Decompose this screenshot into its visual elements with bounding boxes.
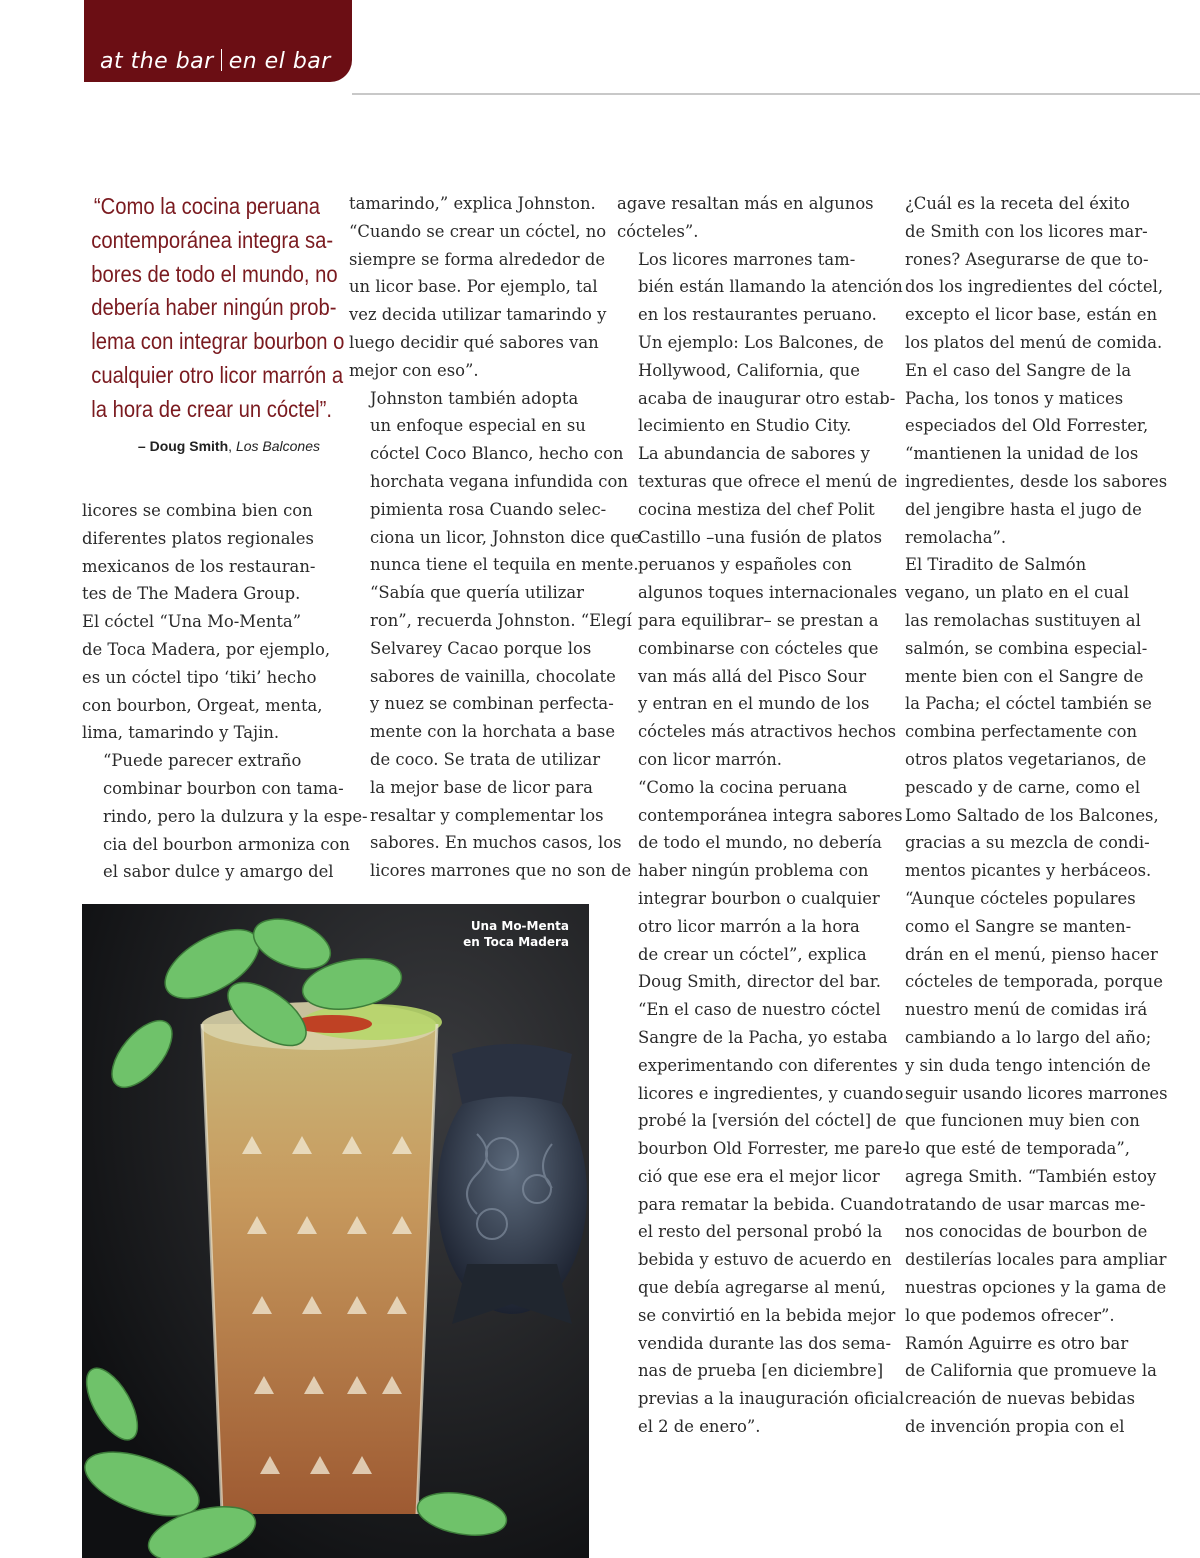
text-line: texturas que ofrece el menú de: [638, 471, 898, 491]
text-line: siempre se forma alrededor de: [349, 249, 606, 269]
text-line: tamarindo,” explica Johnston.: [349, 194, 596, 213]
article-paragraph: [617, 246, 908, 441]
text-line: las remolachas sustituyen al: [905, 610, 1141, 630]
photo-caption: [463, 918, 569, 950]
text-line: destilerías locales para ampliar: [905, 1250, 1167, 1270]
text-line: “Aunque cócteles populares: [905, 888, 1136, 908]
text-line: “Como la cocina peruana: [638, 777, 848, 797]
text-line: licores se combina bien con: [82, 501, 313, 520]
text-line: dos los ingredientes del cóctel,: [905, 277, 1164, 297]
text-line: de California que promueve la: [905, 1361, 1157, 1381]
article-paragraph: [82, 497, 368, 747]
text-line: rindo, pero la dulzura y la espe-: [103, 806, 368, 826]
pull-quote-attribution: – Doug Smith, Los Balcones: [137, 438, 320, 454]
text-line: cócteles de temporada, porque: [905, 972, 1163, 992]
text-line: vendida durante las dos sema-: [638, 1333, 892, 1353]
text-line: mejor con eso”.: [349, 360, 479, 380]
text-line: nos conocidas de bourbon de: [905, 1222, 1148, 1242]
text-line: nuestro menú de comidas irá: [905, 1000, 1148, 1020]
text-line: lima, tamarindo y Tajin.: [82, 723, 280, 743]
text-line: combina perfectamente con: [905, 722, 1138, 742]
text-line: cambiando a lo largo del año;: [905, 1027, 1152, 1047]
text-line: lo que podemos ofrecer”.: [905, 1305, 1115, 1325]
text-line: Ramón Aguirre es otro bar: [905, 1333, 1129, 1353]
text-line: “Sabía que quería utilizar: [370, 583, 584, 603]
text-line: para equilibrar– se prestan a: [638, 610, 879, 630]
text-line: es un cóctel tipo ‘tiki’ hecho: [82, 667, 317, 687]
text-line: cócteles más atractivos hechos: [638, 722, 897, 742]
text-line: gracias a su mezcla de condi-: [905, 833, 1150, 853]
text-line: para rematar la bebida. Cuando: [638, 1194, 904, 1214]
text-line: pescado y de carne, como el: [905, 777, 1141, 797]
glass-shape: [201, 1002, 442, 1514]
section-title-separator: [221, 49, 222, 71]
text-line: “En el caso de nuestro cóctel: [638, 1000, 881, 1020]
text-line: se convirtió en la bebida mejor: [638, 1305, 896, 1325]
text-line: los platos del menú de comida.: [905, 332, 1163, 352]
article-column-2: [349, 190, 641, 885]
text-line: “Puede parecer extraño: [103, 751, 302, 771]
text-line: de invención propia con el: [905, 1417, 1125, 1437]
text-line: previas a la inauguración oficial: [638, 1389, 905, 1409]
text-line: creación de nuevas bebidas: [905, 1389, 1136, 1409]
article-column-4: [884, 190, 1168, 1441]
text-line: Pacha, los tonos y matices: [905, 388, 1124, 408]
pull-quote-line: la hora de crear un cóctel”.: [91, 395, 332, 422]
section-title-en: at the bar: [100, 49, 214, 74]
text-line: el resto del personal probó la: [638, 1222, 883, 1242]
text-line: el sabor dulce y amargo del: [103, 862, 334, 882]
text-line: El cóctel “Una Mo-Menta”: [82, 612, 302, 632]
text-line: Doug Smith, director del bar.: [638, 972, 881, 992]
pull-quote: [91, 190, 345, 427]
text-line: lecimiento en Studio City.: [638, 416, 852, 436]
text-line: un licor base. Por ejemplo, tal: [349, 277, 598, 297]
text-line: bebida y estuvo de acuerdo en: [638, 1250, 892, 1270]
pull-quote-line: lema con integrar bourbon o: [91, 328, 345, 355]
text-line: de crear un cóctel”, explica: [638, 944, 867, 964]
text-line: ¿Cuál es la receta del éxito: [905, 194, 1130, 213]
text-line: y entran en el mundo de los: [638, 694, 870, 714]
text-line: Castillo –una fusión de platos: [638, 527, 883, 547]
text-line: resaltar y complementar los: [370, 805, 604, 825]
text-line: Sangre de la Pacha, yo estaba: [638, 1027, 888, 1047]
cocktail-photo: [82, 904, 589, 1558]
text-line: drán en el menú, pienso hacer: [905, 944, 1158, 964]
photo-caption-line2: en Toca Madera: [463, 935, 569, 949]
text-line: cia del bourbon armoniza con: [103, 834, 350, 854]
text-line: cócteles”.: [617, 221, 699, 241]
article-paragraph: [617, 774, 908, 1441]
text-line: la mejor base de licor para: [370, 777, 593, 797]
header-rule: [352, 93, 1200, 95]
article-column-1: [82, 497, 368, 886]
article-paragraph: [884, 551, 1168, 885]
article-paragraph: [884, 190, 1168, 551]
article-paragraph: [349, 579, 641, 885]
text-line: con licor marrón.: [638, 749, 783, 769]
text-line: peruanos y españoles con: [638, 555, 852, 575]
photo-caption-line1: Una Mo-Menta: [470, 919, 569, 933]
text-line: mente con la horchata a base: [370, 722, 616, 742]
text-line: la Pacha; el cóctel también se: [905, 694, 1152, 714]
article-paragraph: [349, 385, 641, 580]
text-line: que funcionen muy bien con: [905, 1111, 1140, 1131]
article-paragraph: [349, 190, 641, 385]
pull-quote-line: cualquier otro licor marrón a: [91, 361, 344, 388]
text-line: contemporánea integra sabores: [638, 805, 903, 825]
text-line: ció que ese era el mejor licor: [638, 1166, 880, 1186]
text-line: algunos toques internacionales: [638, 583, 898, 603]
article-paragraph: [884, 1330, 1168, 1441]
text-line: Los licores marrones tam-: [638, 249, 856, 269]
text-line: tratando de usar marcas me-: [905, 1194, 1146, 1214]
text-line: de todo el mundo, no debería: [638, 833, 882, 853]
text-line: licores marrones que no son de: [370, 861, 632, 881]
text-line: otro licor marrón a la hora: [638, 916, 860, 936]
article-column-3: [617, 190, 908, 1441]
text-line: mexicanos de los restauran-: [82, 556, 316, 576]
text-line: ingredientes, desde los sabores: [905, 471, 1168, 491]
text-line: bourbon Old Forrester, me pare-: [638, 1139, 908, 1159]
text-line: horchata vegana infundida con: [370, 471, 628, 491]
text-line: bién están llamando la atención: [638, 277, 903, 297]
text-line: luego decidir qué sabores van: [349, 332, 599, 352]
text-line: Hollywood, California, que: [638, 360, 860, 380]
text-line: acaba de inaugurar otro estab-: [638, 388, 896, 408]
text-line: de coco. Se trata de utilizar: [370, 749, 601, 769]
text-line: lo que esté de temporada”,: [905, 1139, 1130, 1159]
text-line: y nuez se combinan perfecta-: [370, 694, 614, 714]
cocktail-illustration: [82, 904, 589, 1558]
text-line: con bourbon, Orgeat, menta,: [82, 695, 323, 715]
article-paragraph: [82, 747, 368, 886]
text-line: y sin duda tengo intención de: [905, 1055, 1151, 1075]
text-line: combinar bourbon con tama-: [103, 778, 344, 798]
text-line: rones? Asegurarse de que to-: [905, 249, 1149, 269]
text-line: diferentes platos regionales: [82, 528, 314, 548]
text-line: Lomo Saltado de los Balcones,: [905, 805, 1159, 825]
text-line: el 2 de enero”.: [638, 1417, 761, 1437]
text-line: agave resaltan más en algunos: [617, 194, 874, 213]
pull-quote-author: – Doug Smith: [137, 438, 229, 454]
text-line: probé la [versión del cóctel] de: [638, 1111, 897, 1131]
article-paragraph: [617, 440, 908, 774]
text-line: ron”, recuerda Johnston. “Elegí: [370, 610, 632, 630]
text-line: de Smith con los licores mar-: [905, 221, 1148, 241]
text-line: licores e ingredientes, y cuando: [638, 1083, 904, 1103]
text-line: que debía agregarse al menú,: [638, 1278, 886, 1298]
section-header-tab: [84, 0, 352, 82]
text-line: Johnston también adopta: [370, 388, 579, 408]
section-title: [100, 49, 331, 74]
text-line: mentos picantes y herbáceos.: [905, 861, 1152, 881]
pull-quote-source: Los Balcones: [235, 438, 320, 454]
text-line: del jengibre hasta el jugo de: [905, 499, 1142, 519]
text-line: El Tiradito de Salmón: [905, 555, 1087, 575]
text-line: “Cuando se crear un cóctel, no: [349, 221, 607, 241]
text-line: nas de prueba [en diciembre]: [638, 1361, 884, 1381]
article-paragraph: [617, 190, 908, 246]
text-line: haber ningún problema con: [638, 861, 869, 881]
pull-quote-line: debería haber ningún prob-: [91, 294, 337, 321]
text-line: de Toca Madera, por ejemplo,: [82, 639, 331, 659]
text-line: un enfoque especial en su: [370, 416, 586, 436]
text-line: Un ejemplo: Los Balcones, de: [638, 332, 884, 352]
section-title-es: en el bar: [228, 49, 331, 74]
text-line: ciona un licor, Johnston dice que: [370, 527, 641, 547]
text-line: tes de The Madera Group.: [82, 584, 301, 604]
pull-quote-line: “Como la cocina peruana: [93, 193, 320, 219]
article-paragraph: [884, 885, 1168, 1330]
pull-quote-line: bores de todo el mundo, no: [91, 260, 338, 287]
text-line: experimentando con diferentes: [638, 1055, 898, 1075]
text-line: excepto el licor base, están en: [905, 305, 1157, 325]
text-line: nuestras opciones y la gama de: [905, 1278, 1167, 1298]
text-line: sabores. En muchos casos, los: [370, 833, 622, 853]
pull-quote-line: contemporánea integra sa-: [91, 226, 334, 253]
text-line: mente bien con el Sangre de: [905, 666, 1144, 686]
text-line: seguir usando licores marrones: [905, 1083, 1168, 1103]
text-line: en los restaurantes peruano.: [638, 305, 877, 325]
text-line: cocina mestiza del chef Polit: [638, 499, 875, 519]
text-line: pimienta rosa Cuando selec-: [370, 499, 607, 519]
text-line: vez decida utilizar tamarindo y: [349, 305, 607, 325]
text-line: cóctel Coco Blanco, hecho con: [370, 444, 624, 464]
text-line: salmón, se combina especial-: [905, 638, 1148, 658]
text-line: combinarse con cócteles que: [638, 638, 879, 658]
text-line: vegano, un plato en el cual: [905, 583, 1129, 603]
text-line: especiados del Old Forrester,: [905, 416, 1149, 436]
text-line: “mantienen la unidad de los: [905, 444, 1139, 464]
text-line: nunca tiene el tequila en mente.: [370, 555, 639, 575]
text-line: sabores de vainilla, chocolate: [370, 666, 616, 686]
text-line: otros platos vegetarianos, de: [905, 749, 1147, 769]
text-line: como el Sangre se manten-: [905, 916, 1132, 936]
text-line: van más allá del Pisco Sour: [638, 666, 867, 686]
text-line: En el caso del Sangre de la: [905, 360, 1132, 380]
text-line: Selvarey Cacao porque los: [370, 638, 592, 658]
text-line: integrar bourbon o cualquier: [638, 888, 880, 908]
text-line: La abundancia de sabores y: [638, 444, 870, 464]
text-line: remolacha”.: [905, 527, 1007, 547]
text-line: agrega Smith. “También estoy: [905, 1166, 1157, 1186]
